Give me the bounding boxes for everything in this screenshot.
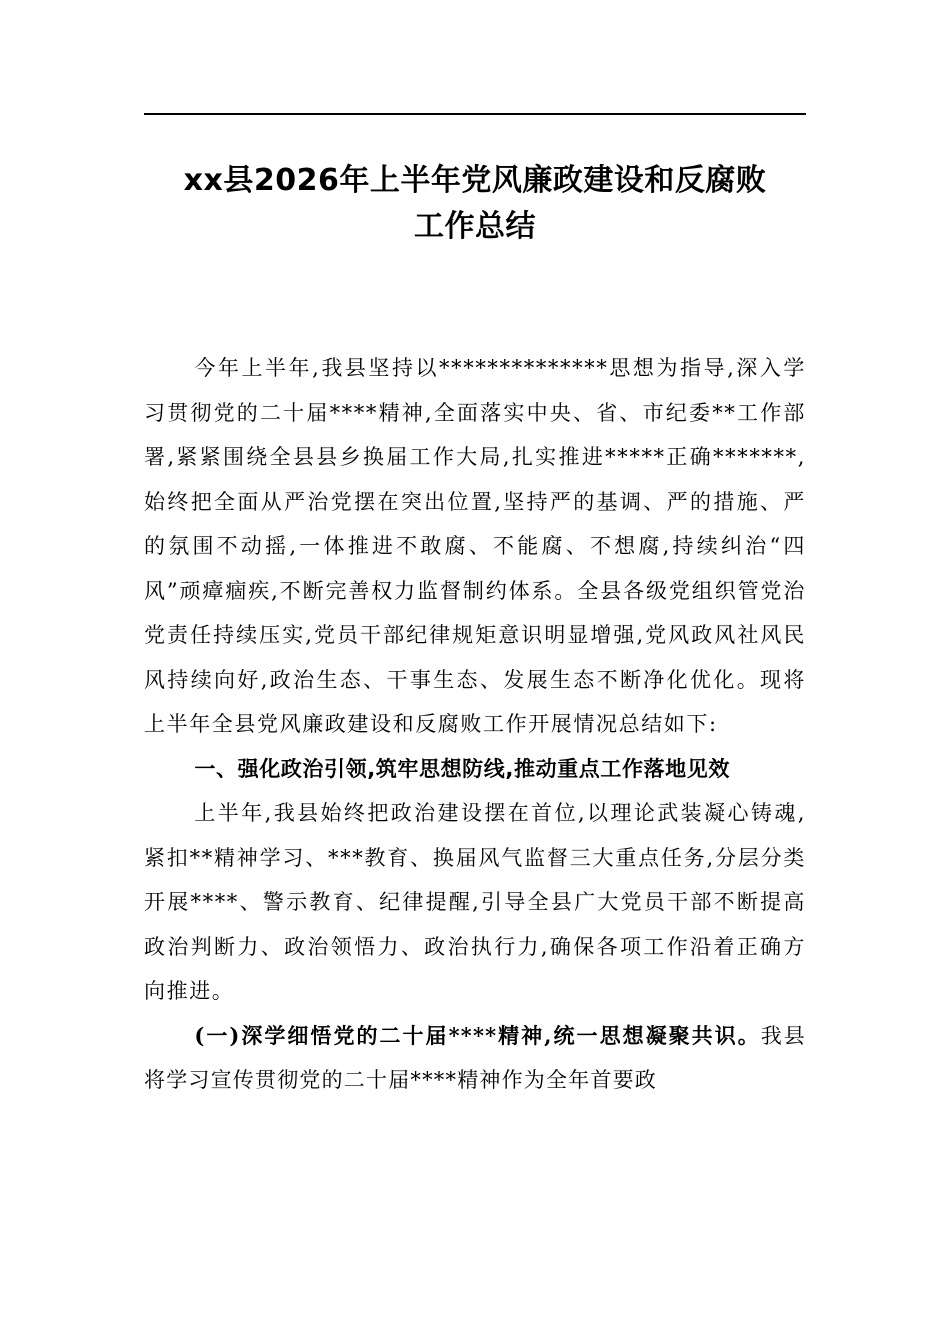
section-1-paragraph: 上半年,我县始终把政治建设摆在首位,以理论武装凝心铸魂,紧扣**精神学习、***教育、换届风气监督三大重点任务,分层分类开展****、警示教育、纪律提醒,引导全县广大党员干部不断提高政治判断力、政治领悟力、政治执行力,确保各项工作沿着正确方向推进。	[144, 801, 806, 1003]
title-line-2: 工作总结	[414, 209, 536, 244]
subsection-1-heading: (一)深学细悟党的二十届****精神,统一思想凝聚共识。	[194, 1022, 761, 1048]
document-body	[144, 346, 806, 1103]
subsection-1-paragraph	[144, 1014, 806, 1103]
document-title	[144, 158, 806, 250]
header-rule	[144, 113, 806, 115]
subsection-1-text: 我县将学习宣传贯彻党的二十届****精神作为全年首要政	[144, 1023, 806, 1092]
intro-paragraph: 今年上半年,我县坚持以**************思想为指导,深入学习贯彻党的二十届****精神,全面落实中央、省、市纪委**工作部署,紧紧围绕全县县乡换届工作大局,扎实推进*****正确*******,始终把全面从严治党摆在突出位置,坚持严的基调、严的措施、严的氛围不动摇,一体推进不敢腐、不能腐、不想腐,持续纠治“四风”顽瘴痼疾,不断完善权力监督制约体系。全县各级党组织管党治党责任持续压实,党员干部纪律规矩意识明显增强,党风政风社风民风持续向好,政治生态、干事生态、发展生态不断净化优化。现将上半年全县党风廉政建设和反腐败工作开展情况总结如下:	[144, 356, 806, 736]
title-line-1: xx县2026年上半年党风廉政建设和反腐败	[183, 163, 767, 198]
section-heading-1: 一、强化政治引领,筑牢思想防线,推动重点工作落地见效	[194, 756, 730, 781]
